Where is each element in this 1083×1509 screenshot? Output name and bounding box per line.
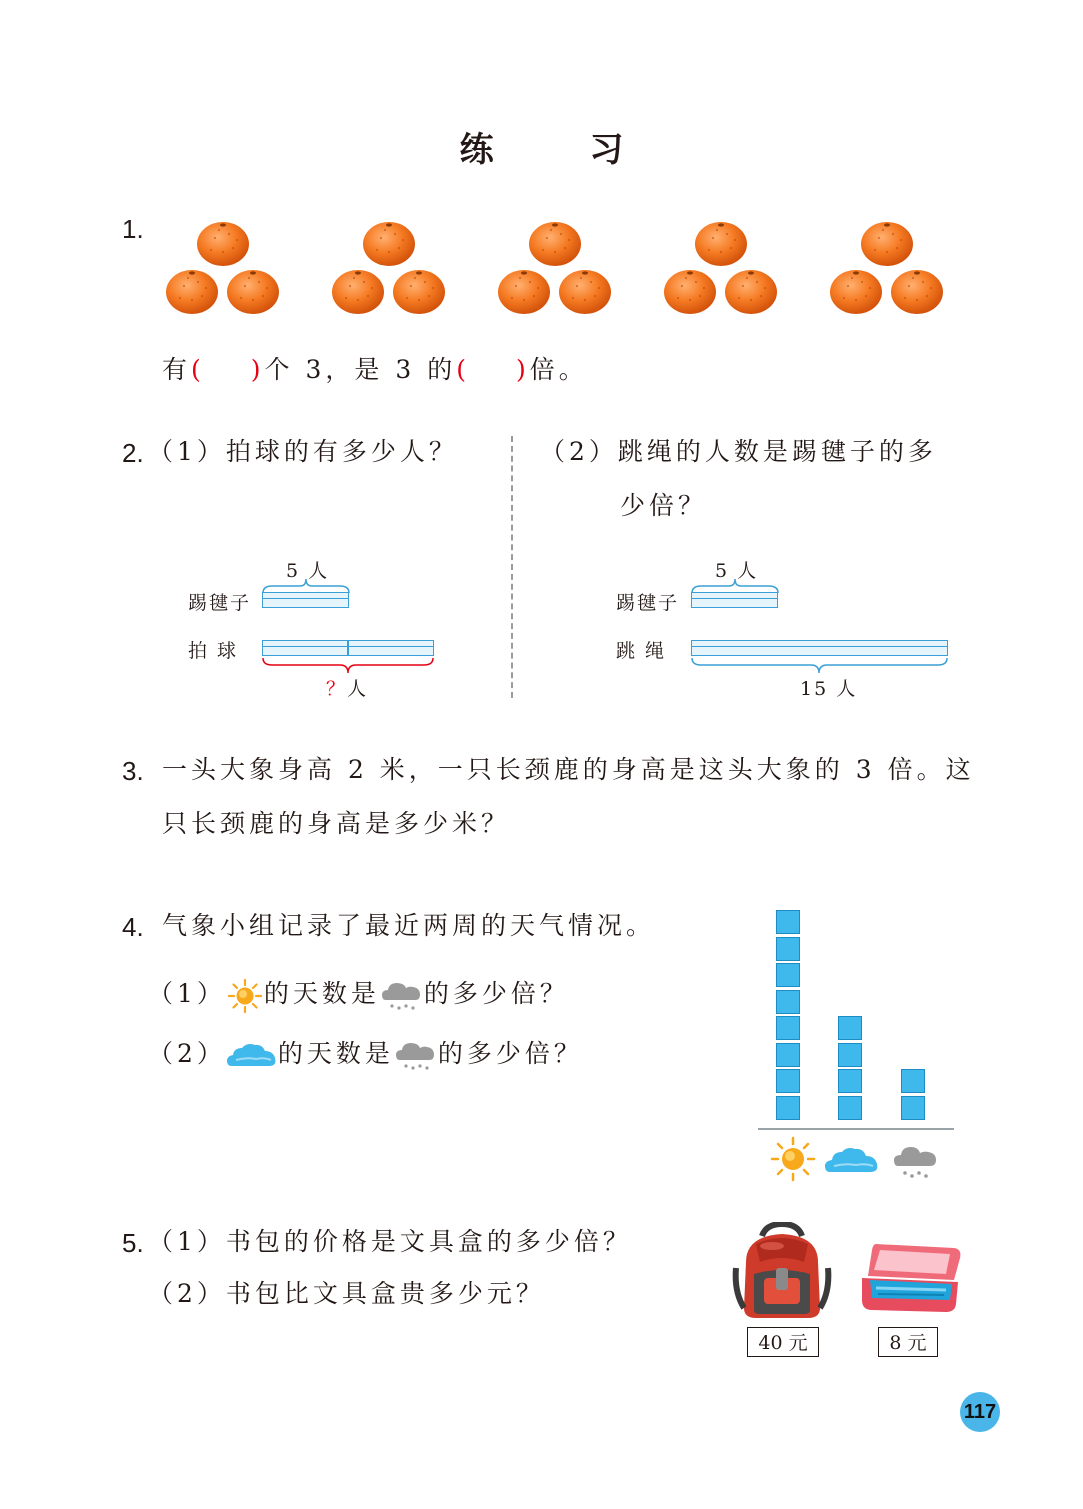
diagram1-row2-label: 拍 球 [188, 640, 239, 662]
q4-part1 [148, 976, 569, 1014]
q4-text: 气象小组记录了最近两周的天气情况。 [162, 911, 656, 940]
chart-block [838, 1096, 862, 1120]
bar-line [692, 598, 777, 599]
bar-line [692, 646, 947, 647]
chart-block [776, 963, 800, 987]
orange [695, 222, 747, 266]
orange [529, 222, 581, 266]
diagram2-top-label: 5 人 [715, 560, 759, 582]
q5-part1: （1）书包的价格是文具盒的多少倍？ [148, 1227, 632, 1256]
q4-part2 [148, 1036, 583, 1074]
orange [891, 270, 943, 314]
diagram2-bar-rope [691, 640, 948, 656]
backpack-price-label: 40 元 [747, 1327, 819, 1357]
bar-divider [347, 641, 349, 655]
diagram2-bottom-label: 15 人 [800, 678, 858, 700]
q5-part2: （2）书包比文具盒贵多少元？ [148, 1279, 545, 1308]
chart-block [901, 1096, 925, 1120]
diagram1-row1-label: 踢毽子 [188, 592, 252, 614]
page-title: 练 习 [459, 130, 666, 170]
diagram1-question-mark: ？ [326, 678, 348, 700]
q1-text-c: 倍。 [529, 355, 588, 384]
diagram2-bottom-brace [691, 657, 948, 675]
bar-line [263, 598, 348, 599]
orange [861, 222, 913, 266]
orange [166, 270, 218, 314]
diagram1-bar-kick [262, 592, 349, 608]
q1-text-a: 有 [162, 355, 192, 384]
diagram2-row2-label: 跳 绳 [616, 640, 667, 662]
orange [197, 222, 249, 266]
chart-cloud-icon [824, 1144, 880, 1178]
orange [559, 270, 611, 314]
q1-blank1-close: ) [250, 355, 265, 384]
cloud-icon [226, 1040, 278, 1072]
orange [227, 270, 279, 314]
q5-number: 5. [122, 1228, 144, 1258]
q1-blank2-open: ( [456, 355, 470, 384]
diagram1-bottom-brace [262, 657, 434, 675]
orange [363, 222, 415, 266]
diagram2-row1-label: 踢毽子 [616, 592, 680, 614]
q3-line2: 只长颈鹿的身高是多少米？ [162, 809, 511, 838]
orange [393, 270, 445, 314]
chart-block [776, 1069, 800, 1093]
chart-block [776, 1016, 800, 1040]
q4-part2-num: （2） [148, 1039, 226, 1068]
diagram2-bar-kick [691, 592, 778, 608]
q4-part1-num: （1） [148, 979, 226, 1008]
q1-blank2-close: ) [515, 355, 530, 384]
q3-line1: 一头大象身高 2 米，一只长颈鹿的身高是这头大象的 3 倍。这 [162, 755, 975, 784]
orange [664, 270, 716, 314]
chart-block [838, 1043, 862, 1067]
q1-text-b: 个 3，是 3 的 [264, 355, 457, 384]
pencilcase-price-label: 8 元 [878, 1327, 938, 1357]
rain-cloud-icon [380, 978, 424, 1014]
q2-number: 2. [122, 438, 144, 468]
oranges-image [155, 212, 955, 322]
chart-sun-icon [770, 1136, 816, 1182]
q1-number: 1. [122, 214, 144, 244]
q2-part2-label-line1: （2）跳绳的人数是踢毽子的多 [540, 437, 937, 466]
q4-part1-text-c: 的多少倍？ [423, 979, 569, 1008]
q4-number: 4. [122, 912, 144, 942]
backpack-image [732, 1222, 832, 1322]
q1-text [162, 352, 588, 388]
chart-block [838, 1016, 862, 1040]
diagram1-bottom-label [326, 674, 368, 701]
q1-blank1-open: ( [191, 355, 205, 384]
q2-divider [511, 436, 513, 698]
chart-block [838, 1069, 862, 1093]
orange [498, 270, 550, 314]
page-number: 117 [960, 1392, 1000, 1432]
pencil-case-image [858, 1240, 964, 1316]
chart-rain-cloud-icon [892, 1142, 940, 1182]
diagram1-bar-ball [262, 640, 434, 656]
orange [725, 270, 777, 314]
q4-part2-text-b: 的天数是 [277, 1039, 394, 1068]
weather-chart [750, 900, 960, 1190]
q3-number: 3. [122, 756, 144, 786]
chart-block [776, 990, 800, 1014]
chart-block [776, 937, 800, 961]
diagram1-bottom-unit: 人 [347, 678, 369, 700]
chart-baseline [758, 1128, 954, 1130]
q2-part2-label-line2: 少倍？ [620, 491, 708, 520]
diagram1-top-label: 5 人 [286, 560, 330, 582]
q4-part2-text-c: 的多少倍？ [437, 1039, 583, 1068]
chart-block [901, 1069, 925, 1093]
chart-block [776, 1043, 800, 1067]
sun-icon [226, 978, 264, 1014]
q4-part1-text-b: 的天数是 [263, 979, 380, 1008]
rain-cloud-icon [394, 1038, 438, 1074]
orange [332, 270, 384, 314]
chart-block [776, 1096, 800, 1120]
chart-block [776, 910, 800, 934]
q2-part1-label: （1）拍球的有多少人？ [148, 437, 458, 466]
orange [830, 270, 882, 314]
